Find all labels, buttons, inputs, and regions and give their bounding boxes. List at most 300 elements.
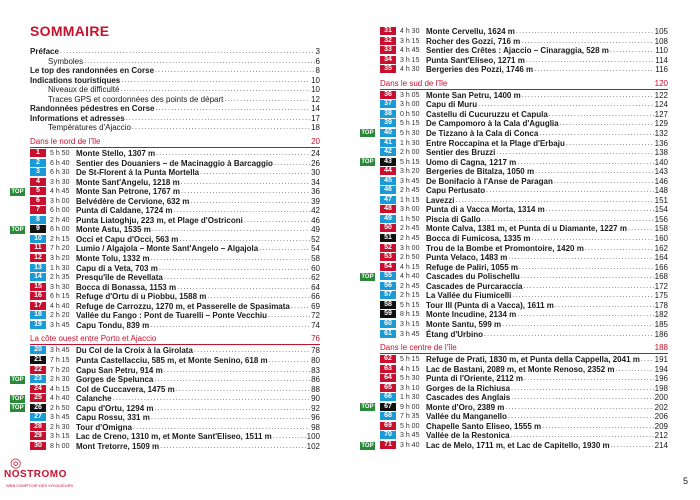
page-ref: 164 xyxy=(654,253,668,263)
duration: 4 h 15 xyxy=(400,365,420,373)
leader-dots xyxy=(505,403,653,412)
route-number-badge: 34 xyxy=(380,56,396,64)
page-ref: 120 xyxy=(654,78,668,88)
leader-dots xyxy=(611,441,654,450)
route-number-badge: 67 xyxy=(380,403,396,411)
hike-entry[interactable] xyxy=(380,412,668,421)
top-badge: TOP xyxy=(361,159,374,166)
route-number-badge: 39 xyxy=(380,119,396,127)
toc-entry[interactable] xyxy=(30,85,320,94)
entry-label: Vallée du Fango : Pont de Tuarelli – Ponte Vecchiu xyxy=(76,311,268,321)
hike-entry[interactable] xyxy=(380,110,668,119)
top-badge: TOP xyxy=(11,376,24,383)
entry-label: Refuge de Paliri, 1055 m xyxy=(426,262,519,272)
entry-label: Piscia di Gallo xyxy=(426,214,481,224)
hike-entry[interactable] xyxy=(30,149,320,158)
page-ref: 30 xyxy=(311,168,320,178)
entry-label: Sentier des Bruzzi xyxy=(426,148,496,158)
entry-label: Monte Santu, 599 m xyxy=(426,319,502,329)
duration: 5 h 00 xyxy=(400,422,420,430)
hike-entry[interactable] xyxy=(30,206,320,215)
duration: 1 h 15 xyxy=(400,196,420,204)
hike-entry[interactable] xyxy=(11,187,320,197)
route-number-badge: 5 xyxy=(30,187,46,195)
duration: 3 h 00 xyxy=(400,101,420,109)
route-number-badge: 21 xyxy=(30,356,46,364)
route-number-badge: 35 xyxy=(380,65,396,73)
duration: 5 h 15 xyxy=(400,158,420,166)
leader-dots xyxy=(508,253,653,262)
hike-entry[interactable] xyxy=(380,205,668,214)
leader-dots xyxy=(164,273,310,282)
duration: 3 h 20 xyxy=(400,168,420,176)
hike-entry[interactable] xyxy=(380,37,668,46)
entry-label: Mont Tretorre, 1509 m xyxy=(76,441,160,451)
hike-entry[interactable] xyxy=(30,168,320,177)
page-ref: 12 xyxy=(311,94,320,104)
section-heading xyxy=(380,79,668,90)
route-number-badge: 2 xyxy=(30,159,46,167)
hike-entry[interactable] xyxy=(380,422,668,431)
duration: 7 h 35 xyxy=(400,413,420,421)
route-number-badge: 44 xyxy=(380,167,396,175)
entry-label: Capu di a Veta, 703 m xyxy=(76,263,158,273)
hike-entry[interactable] xyxy=(380,393,668,402)
route-number-badge: 22 xyxy=(30,366,46,374)
entry-label: Chapelle Santo Eliseo, 1555 m xyxy=(426,421,542,431)
page-ref: 127 xyxy=(654,109,668,119)
duration: 3 h 45 xyxy=(400,330,420,338)
duration: 2 h 45 xyxy=(400,187,420,195)
entry-label: Bocca di Bonassa, 1153 m xyxy=(76,282,177,292)
hike-entry[interactable] xyxy=(380,374,668,383)
page-ref: 86 xyxy=(311,375,320,385)
page-ref: 168 xyxy=(654,272,668,282)
hike-entry[interactable] xyxy=(30,413,320,422)
entry-label: Punta Castellacciu, 585 m, et Monte Senino, 618 m xyxy=(76,355,268,365)
entry-label: Lac de Bastani, 2089 m, et Monte Renoso, 2352 m xyxy=(426,364,615,374)
page-ref: 148 xyxy=(654,186,668,196)
page-ref: 129 xyxy=(654,119,668,129)
hike-entry[interactable] xyxy=(380,320,668,329)
duration: 7 h 15 xyxy=(50,356,70,364)
leader-dots xyxy=(132,123,310,132)
hike-entry[interactable] xyxy=(30,423,320,432)
entry-label: Monte San Petru, 1400 m xyxy=(426,90,521,100)
leader-dots xyxy=(511,384,654,393)
hike-entry[interactable] xyxy=(380,119,668,128)
entry-label: Monte Astu, 1535 m xyxy=(76,225,151,235)
hike-entry[interactable] xyxy=(380,91,668,100)
top-badge: TOP xyxy=(361,442,374,449)
entry-label: Lac de Creno, 1310 m, et Monte Sant'Eliseo, 1511 m xyxy=(76,432,272,442)
entry-label: Gorges de la Richiusa xyxy=(426,383,511,393)
top-badge: TOP xyxy=(361,130,374,137)
top-badge: TOP xyxy=(11,188,24,195)
entry-label: Punta di a Vacca Morta, 1314 m xyxy=(426,205,545,215)
entry-label: Refuge de Carrozzu, 1270 m, et Passerelle de Spasimata xyxy=(76,301,290,311)
hike-entry[interactable] xyxy=(30,264,320,273)
entry-label: Bergeries de Bitalza, 1050 m xyxy=(426,167,535,177)
hike-entry[interactable] xyxy=(380,139,668,148)
page-ref: 160 xyxy=(654,234,668,243)
duration: 9 h 00 xyxy=(400,403,420,411)
page-ref: 156 xyxy=(654,214,668,224)
route-number-badge: 71 xyxy=(380,441,396,449)
hike-entry[interactable] xyxy=(361,402,668,412)
hike-entry[interactable] xyxy=(380,167,668,176)
section-heading xyxy=(30,137,320,148)
duration: 3 h 20 xyxy=(50,255,70,262)
page-ref: 42 xyxy=(311,206,320,216)
duration: 3 h 45 xyxy=(50,347,70,355)
page-ref: 100 xyxy=(306,432,320,442)
duration: 5 h 30 xyxy=(400,375,420,383)
page-ref: 14 xyxy=(311,104,320,114)
page-ref: 96 xyxy=(311,413,320,423)
duration: 2 h 15 xyxy=(50,235,70,243)
route-number-badge: 58 xyxy=(380,301,396,309)
page-ref: 39 xyxy=(311,196,320,206)
hike-entry[interactable] xyxy=(380,56,668,65)
page-ref: 188 xyxy=(654,343,668,353)
entry-label: Capu Pertusato xyxy=(426,186,486,196)
leader-dots xyxy=(534,65,654,74)
page-ref: 6 xyxy=(315,56,320,66)
hike-entry[interactable] xyxy=(380,186,668,195)
hike-entry[interactable] xyxy=(30,283,320,292)
toc-entry[interactable] xyxy=(30,95,320,104)
page-ref: 88 xyxy=(311,384,320,394)
entry-label: Trou de la Bombe et Promontoire, 1420 m xyxy=(426,243,584,253)
hike-entry[interactable] xyxy=(380,100,668,109)
hike-entry[interactable] xyxy=(30,442,320,451)
leader-dots xyxy=(641,355,654,364)
route-number-badge: 9 xyxy=(30,225,46,233)
duration: 4 h 45 xyxy=(400,47,420,55)
toc-entry[interactable] xyxy=(30,57,320,66)
hike-entry[interactable] xyxy=(380,431,668,440)
route-number-badge: 54 xyxy=(380,263,396,271)
hike-entry[interactable] xyxy=(30,254,320,263)
hike-entry[interactable] xyxy=(30,159,320,168)
page-ref: 200 xyxy=(654,393,668,403)
duration: 4 h 40 xyxy=(50,395,70,403)
page-ref: 122 xyxy=(654,90,668,100)
hike-entry[interactable] xyxy=(30,216,320,225)
leader-dots xyxy=(560,119,654,128)
hike-entry[interactable] xyxy=(380,310,668,319)
page-ref: 62 xyxy=(311,273,320,283)
page-ref: 74 xyxy=(311,320,320,330)
route-number-badge: 52 xyxy=(380,244,396,252)
hike-entry[interactable] xyxy=(361,128,668,138)
duration: 1 h 30 xyxy=(50,264,70,272)
leader-dots xyxy=(154,404,310,413)
hike-entry[interactable] xyxy=(380,244,668,253)
duration: 3 h 00 xyxy=(400,244,420,252)
hike-entry[interactable] xyxy=(380,384,668,393)
page-ref: 60 xyxy=(311,263,320,273)
logo-name: NOSTROMO xyxy=(4,469,67,480)
nostromo-logo xyxy=(4,455,76,500)
entry-label: Punta Velaco, 1483 m xyxy=(426,253,508,263)
duration: 3 h 10 xyxy=(400,384,420,392)
leader-dots xyxy=(524,282,654,291)
route-number-badge: 68 xyxy=(380,412,396,420)
hike-entry[interactable] xyxy=(11,225,320,235)
route-number-badge: 20 xyxy=(30,346,46,354)
hike-entry[interactable] xyxy=(380,263,668,272)
hike-entry[interactable] xyxy=(380,330,668,339)
entry-label: Belvédère de Cervione, 632 m xyxy=(76,196,190,206)
leader-dots xyxy=(269,356,310,365)
entry-label: Refuge d'Ortu di u Piobbu, 1588 m xyxy=(76,292,207,302)
entry-label: Capu d'Ortu, 1294 m xyxy=(76,403,154,413)
entry-label: Bergeries des Pozzi, 1746 m xyxy=(426,65,534,75)
duration: 2 h 45 xyxy=(400,235,420,242)
hike-entry[interactable] xyxy=(380,65,668,74)
hike-entry[interactable] xyxy=(380,301,668,310)
hike-entry[interactable] xyxy=(11,375,320,385)
hike-entry[interactable] xyxy=(380,282,668,291)
route-number-badge: 50 xyxy=(380,224,396,232)
duration: 3 h 15 xyxy=(400,320,420,328)
hike-entry[interactable] xyxy=(380,224,668,233)
page-ref: 92 xyxy=(311,403,320,413)
entry-label: Vallée de la Restonica xyxy=(426,431,510,441)
leader-dots xyxy=(532,234,654,243)
leader-dots xyxy=(546,205,654,214)
page-ref: 90 xyxy=(311,394,320,404)
page-ref: 166 xyxy=(654,262,668,272)
hike-entry[interactable] xyxy=(380,253,668,262)
hike-entry[interactable] xyxy=(380,234,668,243)
hike-entry[interactable] xyxy=(30,302,320,311)
entry-label: Monte Incudine, 2134 m xyxy=(426,310,517,320)
leader-dots xyxy=(524,374,654,383)
route-number-badge: 65 xyxy=(380,384,396,392)
hike-entry[interactable] xyxy=(380,148,668,157)
hike-entry[interactable] xyxy=(30,273,320,282)
leader-dots xyxy=(585,244,654,253)
toc-entry[interactable] xyxy=(30,76,320,85)
entry-label: Capu Rossu, 331 m xyxy=(76,413,150,423)
entry-label: Préface xyxy=(30,47,59,56)
hike-entry[interactable] xyxy=(380,46,668,55)
route-number-badge: 36 xyxy=(380,91,396,99)
entry-label: De Tizzano à la Cala di Conca xyxy=(426,128,539,138)
duration: 3 h 30 xyxy=(50,178,70,186)
duration: 4 h 45 xyxy=(50,188,70,196)
hike-entry[interactable] xyxy=(380,291,668,300)
entry-label: La Vallée du Fiumicelli xyxy=(426,291,512,301)
hike-entry[interactable] xyxy=(380,177,668,186)
page-ref: 98 xyxy=(311,422,320,432)
duration: 6 h 15 xyxy=(50,293,70,301)
page-ref: 196 xyxy=(654,374,668,384)
leader-dots xyxy=(155,66,315,75)
entry-label: Tour III (Punta di a Vacca), 1611 m xyxy=(426,300,554,310)
leader-dots xyxy=(542,422,653,431)
duration: 1 h 30 xyxy=(400,394,420,402)
duration: 6 h 30 xyxy=(50,169,70,177)
leader-dots xyxy=(60,47,315,56)
hike-entry[interactable] xyxy=(30,178,320,187)
hike-entry[interactable] xyxy=(30,432,320,441)
page-ref: 105 xyxy=(654,27,668,36)
toc-entry[interactable] xyxy=(30,123,320,132)
hike-entry[interactable] xyxy=(361,441,668,450)
leader-dots xyxy=(156,149,310,158)
hike-entry[interactable] xyxy=(30,292,320,301)
duration: 2 h 20 xyxy=(50,312,70,320)
toc-entry[interactable] xyxy=(30,114,320,123)
duration: 5 h 50 xyxy=(50,149,70,157)
page-ref: 69 xyxy=(311,301,320,311)
hike-entry[interactable] xyxy=(30,385,320,394)
section-title: Dans le sud de l'île xyxy=(380,78,448,88)
entry-label: Lumio / Algajola – Monte Sant'Angelo – Algajola xyxy=(76,244,259,254)
page-ref: 8 xyxy=(315,66,320,76)
entry-label: Uomo di Cagna, 1217 m xyxy=(426,157,517,167)
leader-dots xyxy=(517,310,653,319)
route-number-badge: 45 xyxy=(380,177,396,185)
page-ref: 185 xyxy=(654,319,668,329)
hike-entry[interactable] xyxy=(380,365,668,374)
hike-entry[interactable] xyxy=(380,196,668,205)
route-number-badge: 53 xyxy=(380,253,396,261)
hike-entry[interactable] xyxy=(380,27,668,36)
page-ref: 124 xyxy=(654,100,668,110)
duration: 2 h 45 xyxy=(400,282,420,290)
route-number-badge: 11 xyxy=(30,244,46,252)
hike-entry[interactable] xyxy=(30,244,320,253)
entry-label: Bocca di Fumicosa, 1335 m xyxy=(426,234,531,243)
hike-entry[interactable] xyxy=(11,394,320,404)
page-ref: 198 xyxy=(654,383,668,393)
page-ref: 54 xyxy=(311,244,320,254)
entry-label: Monte Calva, 1381 m, et Punta di u Diamante, 1227 m xyxy=(426,224,627,234)
leader-dots xyxy=(511,393,653,402)
hike-entry[interactable] xyxy=(11,403,320,413)
hike-entry[interactable] xyxy=(30,366,320,375)
page-ref: 108 xyxy=(654,36,668,46)
route-number-badge: 33 xyxy=(380,46,396,54)
leader-dots xyxy=(566,139,654,148)
duration: 2 h 50 xyxy=(50,404,70,412)
route-number-badge: 51 xyxy=(380,234,396,242)
leader-dots xyxy=(181,187,310,196)
page-ref: 17 xyxy=(311,113,320,123)
duration: 4 h 40 xyxy=(400,273,420,281)
toc-entry[interactable] xyxy=(30,47,320,56)
entry-label: Niveaux de difficulté xyxy=(48,85,120,95)
hike-entry[interactable] xyxy=(380,355,668,364)
page-ref: 191 xyxy=(654,355,668,365)
entry-label: Tour d'Omigna xyxy=(76,422,132,432)
entry-label: Indications touristiques xyxy=(30,75,121,85)
entry-label: Cascades de Purcaraccia xyxy=(426,281,523,291)
leader-dots xyxy=(519,263,654,272)
page-ref: 58 xyxy=(311,254,320,263)
entry-label: De St-Florent à la Punta Mortella xyxy=(76,168,200,178)
page-ref: 66 xyxy=(311,292,320,302)
route-number-badge: 13 xyxy=(30,264,46,272)
leader-dots xyxy=(113,394,311,403)
leader-dots xyxy=(133,423,310,432)
page-ref: 10 xyxy=(311,85,320,95)
hike-entry[interactable] xyxy=(380,215,668,224)
hike-entry[interactable] xyxy=(30,346,320,355)
entry-label: Symboles xyxy=(48,56,84,66)
logo-tagline: WEB COMPTOIR DES VOYAGEURS xyxy=(6,483,74,488)
duration: 6 h 40 xyxy=(50,159,70,167)
duration: 2 h 35 xyxy=(50,274,70,282)
leader-dots xyxy=(200,168,310,177)
hike-entry[interactable] xyxy=(30,321,320,330)
page-ref: 26 xyxy=(311,158,320,168)
duration: 3 h 45 xyxy=(50,414,70,422)
duration: 2 h 40 xyxy=(50,216,70,224)
page-ref: 78 xyxy=(311,346,320,356)
route-number-badge: 42 xyxy=(380,148,396,156)
leader-dots xyxy=(511,431,654,440)
entry-label: Randonnées pédestres en Corse xyxy=(30,104,155,114)
route-number-badge: 7 xyxy=(30,206,46,214)
hike-entry[interactable] xyxy=(30,235,320,244)
duration: 3 h 45 xyxy=(400,432,420,440)
hike-entry[interactable] xyxy=(30,311,320,320)
route-number-badge: 66 xyxy=(380,393,396,401)
route-number-badge: 3 xyxy=(30,168,46,176)
hike-entry[interactable] xyxy=(30,356,320,365)
route-number-badge: 49 xyxy=(380,215,396,223)
route-number-badge: 16 xyxy=(30,292,46,300)
duration: 5 h 15 xyxy=(400,301,420,309)
leader-dots xyxy=(154,375,310,384)
hike-entry[interactable] xyxy=(361,157,668,167)
entry-label: Castellu di Cucuruzzu et Capula xyxy=(426,109,548,119)
leader-dots xyxy=(535,167,654,176)
entry-label: Refuge de Prati, 1830 m, et Punta della Cappella, 2041 m xyxy=(426,355,640,365)
entry-label: Cascades des Anglais xyxy=(426,393,511,403)
leader-dots xyxy=(151,413,310,422)
route-number-badge: 15 xyxy=(30,283,46,291)
route-number-badge: 61 xyxy=(380,330,396,338)
entry-label: Traces GPS et coordonnées des points de départ xyxy=(48,94,224,104)
route-number-badge: 27 xyxy=(30,413,46,421)
entry-label: Monte Cervellu, 1624 m xyxy=(426,27,515,36)
route-number-badge: 4 xyxy=(30,178,46,186)
route-number-badge: 23 xyxy=(30,375,46,383)
page-ref: 76 xyxy=(311,334,320,344)
page-ref: 18 xyxy=(311,123,320,133)
hike-entry[interactable] xyxy=(361,272,668,282)
duration: 4 h 30 xyxy=(400,28,420,35)
entry-label: Entre Roccapina et la Plage d'Erbaju xyxy=(426,138,565,148)
toc-entry[interactable] xyxy=(30,104,320,113)
entry-label: Cascades du Polischellu xyxy=(426,272,520,282)
globe-icon: ◎ xyxy=(10,455,22,470)
route-number-badge: 6 xyxy=(30,197,46,205)
toc-entry[interactable] xyxy=(30,66,320,75)
hike-entry[interactable] xyxy=(30,197,320,206)
duration: 1 h 30 xyxy=(400,139,420,147)
page-ref: 172 xyxy=(654,281,668,291)
leader-dots xyxy=(152,225,310,234)
entry-label: De Campomoro à la Cala d'Aguglia xyxy=(426,119,559,129)
